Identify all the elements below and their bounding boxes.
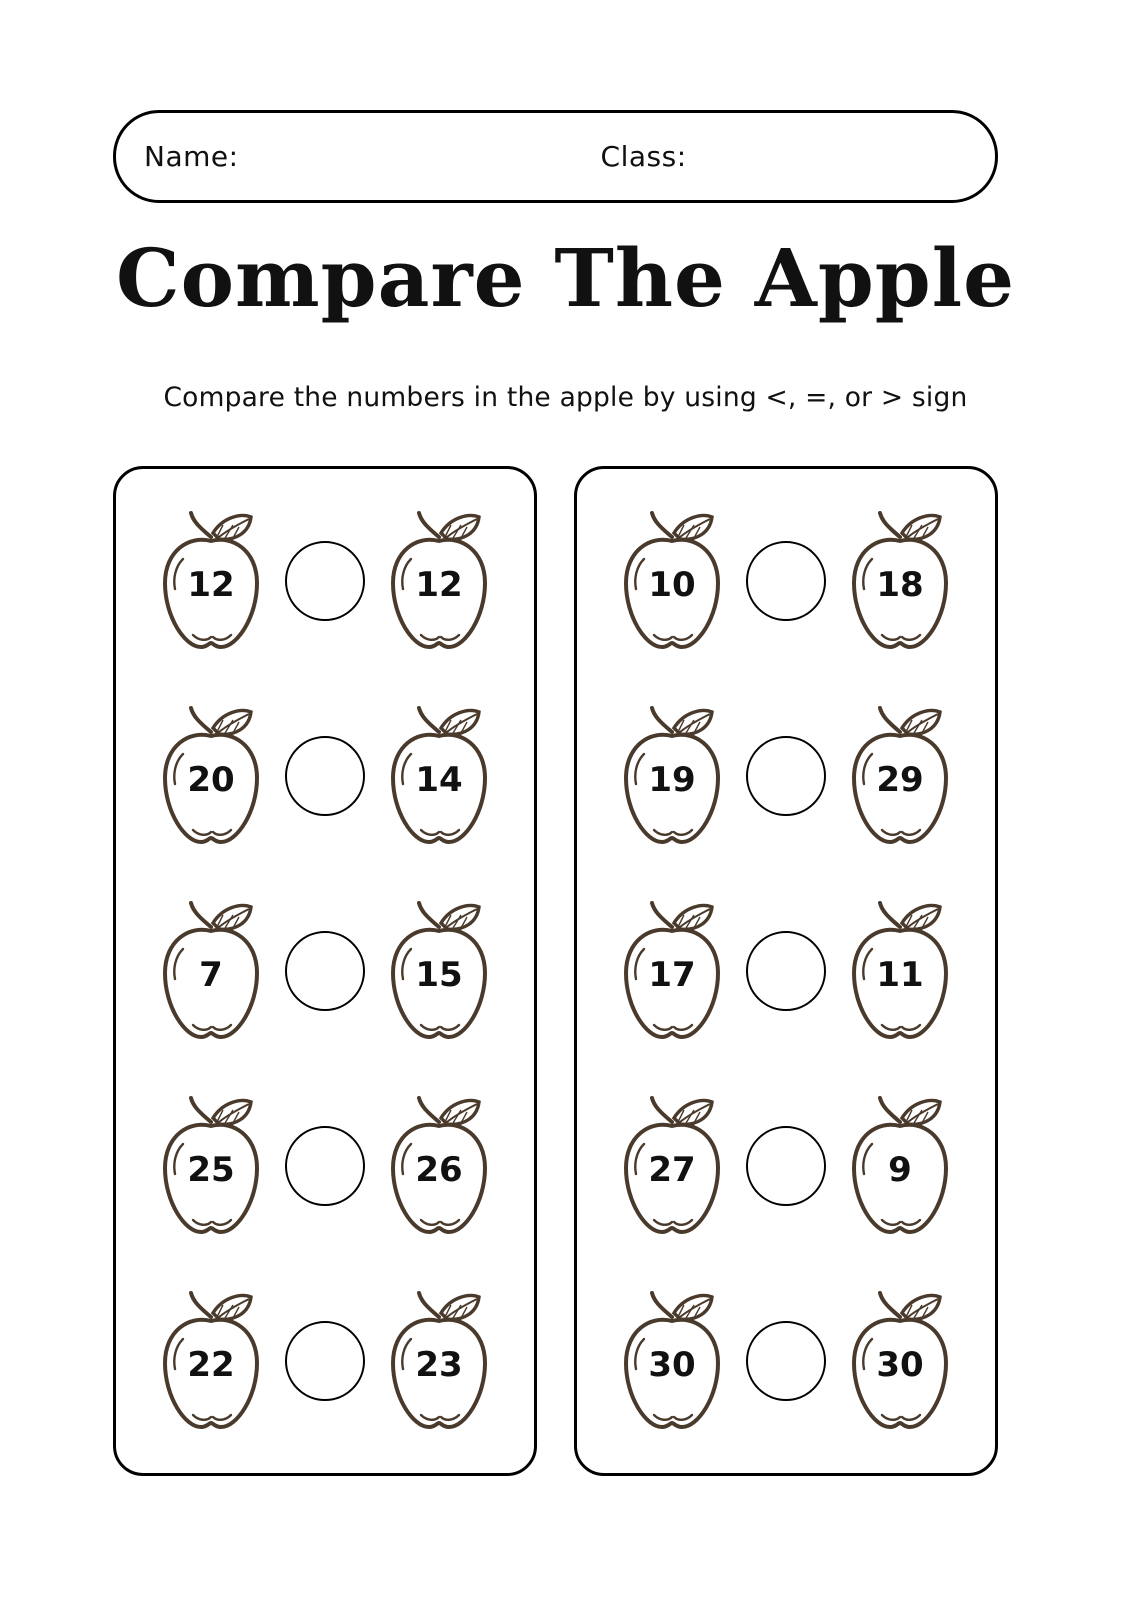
student-info-box xyxy=(113,110,998,203)
apple-left xyxy=(149,507,273,655)
instructions: Compare the numbers in the apple by using <, =, or > sign xyxy=(163,382,968,413)
answer-circle[interactable] xyxy=(746,1321,826,1401)
answer-circle[interactable] xyxy=(285,736,365,816)
problem-column-left xyxy=(113,466,537,1476)
apple-right xyxy=(838,1092,962,1240)
apple-left xyxy=(149,897,273,1045)
problem-row xyxy=(577,876,995,1066)
apple-left xyxy=(610,1287,734,1435)
apple-left xyxy=(610,702,734,850)
apple-number: 14 xyxy=(415,759,463,800)
apple-left xyxy=(610,1092,734,1240)
apple-left xyxy=(610,507,734,655)
apple-left xyxy=(610,897,734,1045)
apple-left xyxy=(149,702,273,850)
apple-number: 17 xyxy=(648,954,696,995)
class-label: Class: xyxy=(600,140,687,173)
page-title: Compare The Apple xyxy=(115,231,1016,325)
problem-row xyxy=(116,486,534,676)
apple-right xyxy=(377,1287,501,1435)
apple-number: 20 xyxy=(187,759,235,800)
apple-right xyxy=(377,702,501,850)
apple-number: 11 xyxy=(876,954,924,995)
answer-circle[interactable] xyxy=(285,1321,365,1401)
apple-right xyxy=(838,507,962,655)
apple-number: 29 xyxy=(876,759,924,800)
apple-number: 22 xyxy=(187,1345,235,1386)
problem-row xyxy=(577,1071,995,1261)
apple-right xyxy=(377,507,501,655)
apple-number: 23 xyxy=(415,1345,463,1386)
problem-row xyxy=(116,1266,534,1456)
answer-circle[interactable] xyxy=(285,1126,365,1206)
problem-row xyxy=(577,1266,995,1456)
apple-number: 26 xyxy=(415,1150,463,1191)
apple-left xyxy=(149,1092,273,1240)
problem-row xyxy=(116,876,534,1066)
apple-right xyxy=(377,897,501,1045)
apple-number: 30 xyxy=(876,1345,924,1386)
answer-circle[interactable] xyxy=(746,1126,826,1206)
problem-row xyxy=(116,1071,534,1261)
apple-number: 9 xyxy=(888,1150,912,1191)
problem-columns xyxy=(113,466,998,1476)
answer-circle[interactable] xyxy=(746,541,826,621)
name-label: Name: xyxy=(144,140,239,173)
apple-left xyxy=(149,1287,273,1435)
problem-row xyxy=(577,486,995,676)
apple-right xyxy=(838,702,962,850)
answer-circle[interactable] xyxy=(746,931,826,1011)
answer-circle[interactable] xyxy=(285,541,365,621)
apple-number: 12 xyxy=(415,564,463,605)
apple-number: 27 xyxy=(648,1150,696,1191)
apple-right xyxy=(838,897,962,1045)
apple-number: 15 xyxy=(415,954,463,995)
problem-row xyxy=(577,681,995,871)
answer-circle[interactable] xyxy=(746,736,826,816)
apple-number: 30 xyxy=(648,1345,696,1386)
apple-number: 10 xyxy=(648,564,696,605)
apple-number: 12 xyxy=(187,564,235,605)
apple-number: 18 xyxy=(876,564,924,605)
problem-row xyxy=(116,681,534,871)
apple-number: 25 xyxy=(187,1150,235,1191)
apple-number: 7 xyxy=(199,954,223,995)
apple-right xyxy=(377,1092,501,1240)
problem-column-right xyxy=(574,466,998,1476)
answer-circle[interactable] xyxy=(285,931,365,1011)
apple-right xyxy=(838,1287,962,1435)
apple-number: 19 xyxy=(648,759,696,800)
